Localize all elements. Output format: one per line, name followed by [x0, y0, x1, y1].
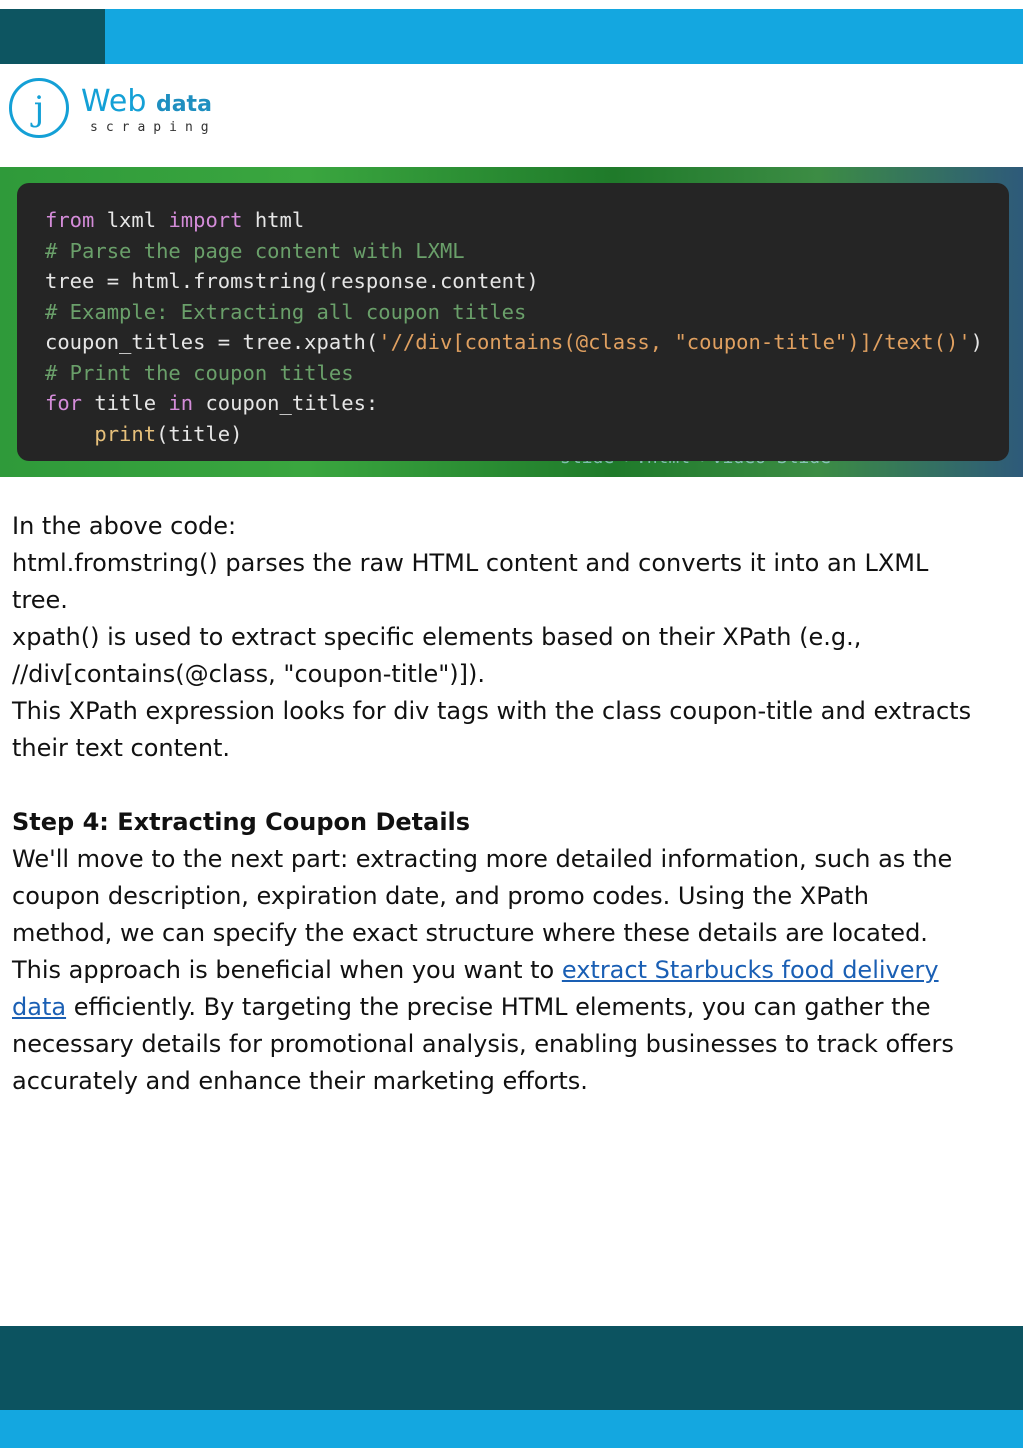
step-section [12, 804, 1017, 1100]
logo-word-web: Web [81, 84, 147, 119]
text-line: necessary details for promotional analysis, enabling businesses to track offers [12, 1030, 954, 1058]
text-line: method, we can specify the exact structure where these details are located. [12, 919, 928, 947]
company-logo [9, 78, 269, 148]
text-line: This XPath expression looks for div tags with the class coupon-title and extracts [12, 697, 972, 725]
starbucks-delivery-link-cont[interactable]: data [12, 993, 67, 1021]
text-line: This approach is beneficial when you want to extract Starbucks food delivery [12, 956, 939, 984]
explanation-paragraph [12, 508, 1017, 767]
logo-circle-icon [9, 78, 69, 138]
text-line: html.fromstring() parses the raw HTML content and converts it into an LXML [12, 549, 929, 577]
code-line: for title in coupon_titles: [45, 391, 379, 415]
code-line: tree = html.fromstring(response.content) [45, 269, 539, 293]
top-header-accent [0, 9, 105, 64]
code-block [17, 183, 1009, 461]
code-line: coupon_titles = tree.xpath('//div[contains(@class, "coupon-title")]/text()') [45, 330, 984, 354]
logo-wordmark [81, 84, 212, 119]
code-comment: # Example: Extracting all coupon titles [45, 299, 527, 324]
code-banner [0, 167, 1023, 477]
code-line: from lxml import html [45, 208, 305, 232]
code-comment: # Print the coupon titles [45, 360, 354, 385]
text-line: xpath() is used to extract specific elements based on their XPath (e.g., [12, 623, 862, 651]
text-line: //div[contains(@class, "coupon-title")]). [12, 660, 486, 688]
top-header-bar [0, 9, 1023, 64]
code-comment: # Parse the page content with LXML [45, 238, 465, 263]
footer-bar [0, 1326, 1023, 1410]
section-heading: Step 4: Extracting Coupon Details [12, 808, 471, 836]
text-line: In the above code: [12, 512, 237, 540]
code-line: print(title) [94, 421, 243, 446]
text-line: tree. [12, 586, 68, 614]
starbucks-delivery-link[interactable]: extract Starbucks food delivery [561, 956, 939, 984]
text-line: We'll move to the next part: extracting more detailed information, such as the [12, 845, 953, 873]
text-line: coupon description, expiration date, and promo codes. Using the XPath [12, 882, 869, 910]
text-line: accurately and enhance their marketing efforts. [12, 1067, 588, 1095]
logo-mark: j [33, 89, 45, 129]
logo-word-data: data [155, 92, 212, 117]
text-line: data efficiently. By targeting the precise HTML elements, you can gather the [12, 993, 931, 1021]
text-line: their text content. [12, 734, 231, 762]
logo-subtitle: scraping [90, 120, 217, 135]
footer-accent-bar [0, 1410, 1023, 1448]
